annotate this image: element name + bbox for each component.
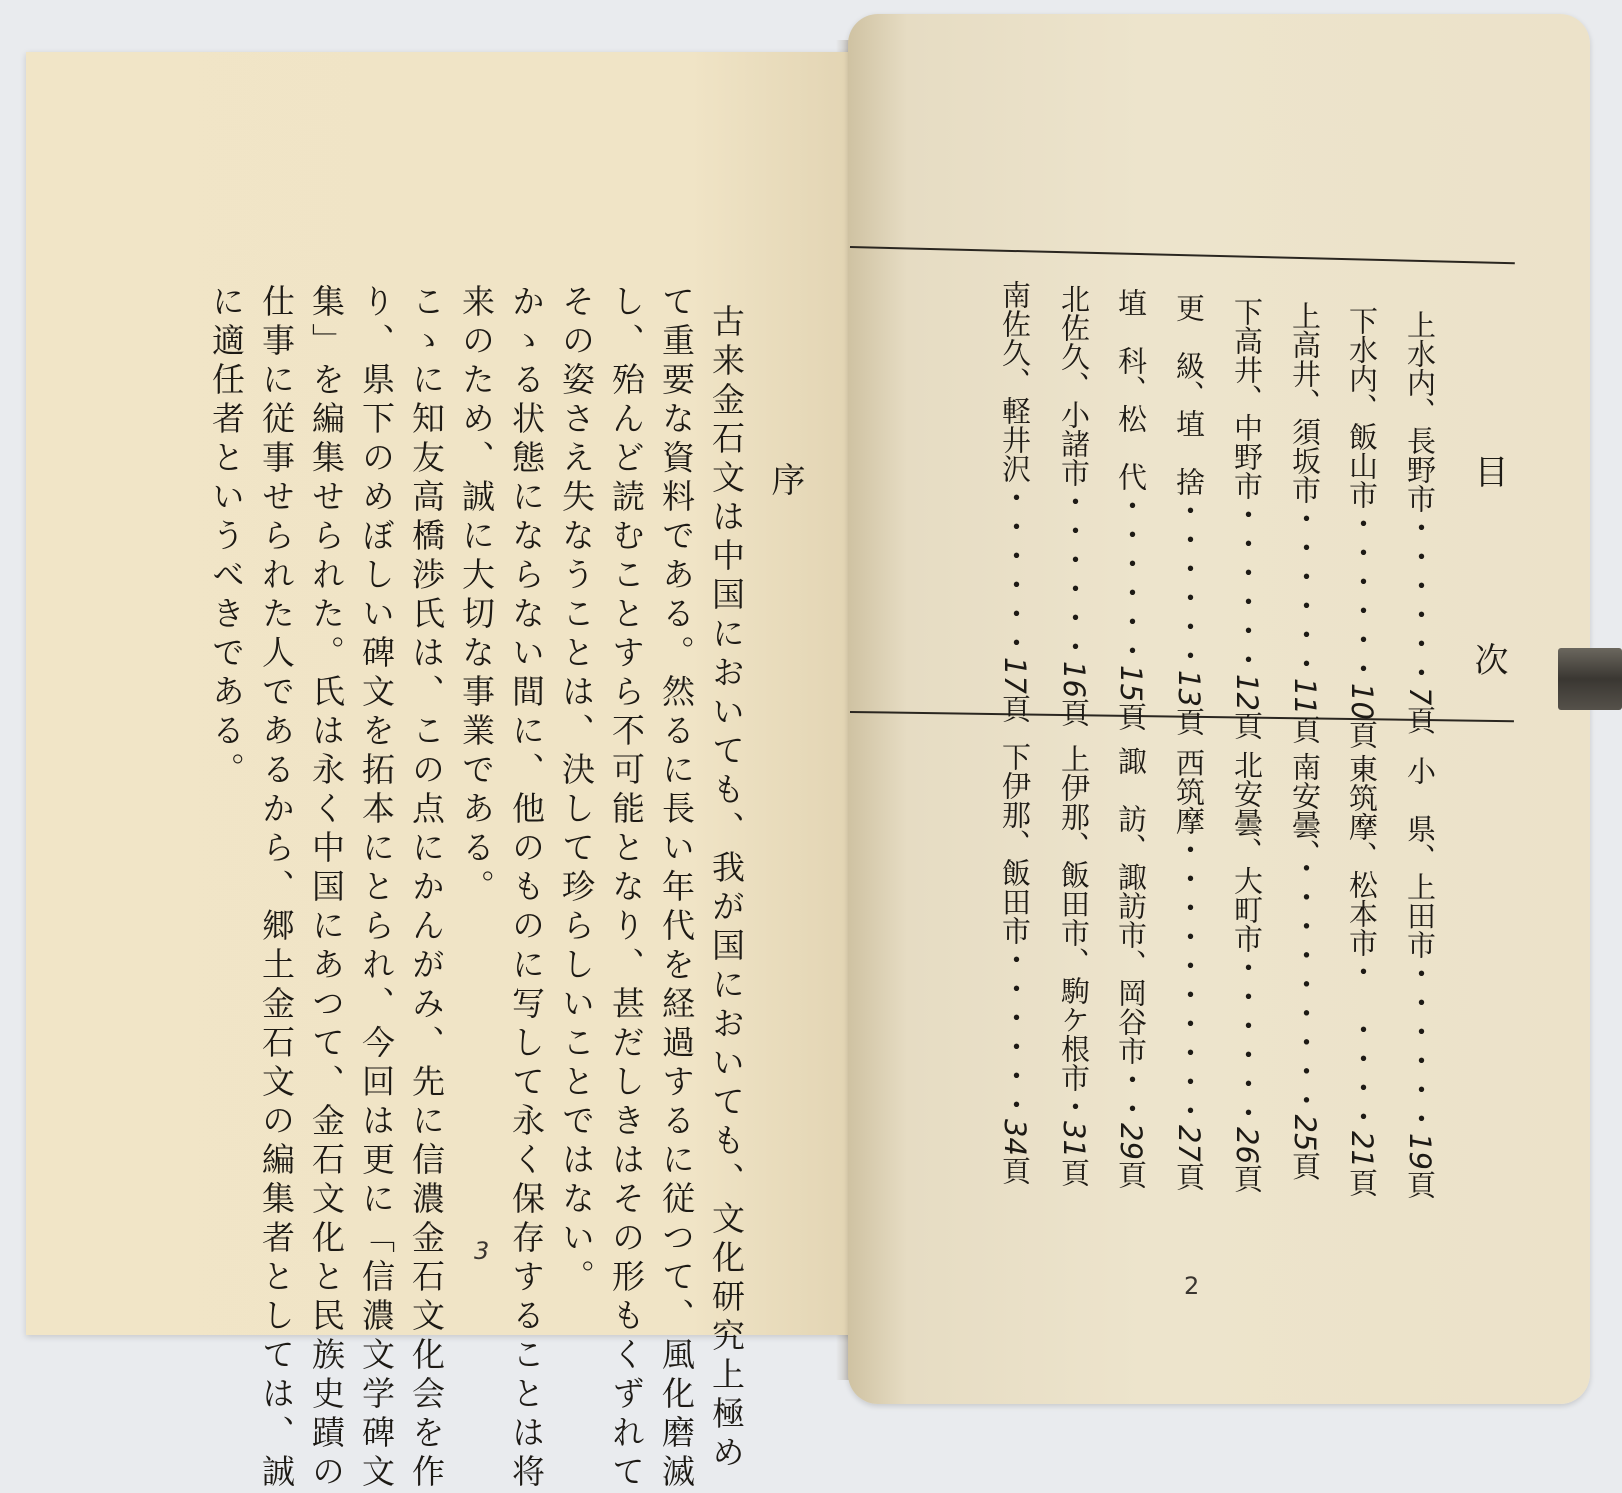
- toc-entry: [1057, 744, 1091, 1187]
- preface-column-8: り、県下のめぼしい碑文を拓本にとられ、今回は更に「信濃文学碑文: [357, 284, 396, 1493]
- toc-page: 12: [1230, 674, 1264, 711]
- preface-column-3: し、殆んど読むことすら不可能となり、甚だしきはその形もくずれて: [607, 284, 646, 1493]
- toc-label: 小 県、上田市・・・・・・: [1403, 756, 1437, 1133]
- toc-label: 西筑摩・・・・・・・・・・: [1172, 748, 1206, 1125]
- preface-column-6: 来のため、誠に大切な事業である。: [457, 284, 496, 908]
- toc-page: 31: [1057, 1121, 1091, 1158]
- toc-entry: [1403, 310, 1437, 735]
- toc-unit: 頁: [1288, 1151, 1322, 1181]
- toc-title: 目 次: [1468, 454, 1508, 736]
- toc-page: 10: [1345, 683, 1379, 720]
- toc-unit: 頁: [1172, 706, 1206, 736]
- toc-entry: [1288, 301, 1322, 744]
- preface-column-7: こゝに知友高橋渉氏は、この点にかんがみ、先に信濃金石文化会を作: [407, 284, 446, 1493]
- toc-label: 上高井、須坂市・・・・・・: [1288, 301, 1322, 678]
- toc-label: 諏 訪、諏訪市、岡谷市・・: [1114, 746, 1148, 1123]
- toc-label: 下伊那、飯田市・・・・・・: [998, 742, 1032, 1119]
- toc-page: 21: [1345, 1131, 1379, 1168]
- toc-page: 19: [1403, 1133, 1437, 1170]
- preface-column-2: て重要な資料である。然るに長い年代を経過するに従つて、風化磨滅: [657, 284, 696, 1493]
- toc-entry: [998, 280, 1032, 723]
- toc-label: 埴 科、松 代・・・・・・: [1114, 288, 1148, 665]
- toc-unit: 頁: [1114, 701, 1148, 731]
- preface-column-5: かゝる状態にならない間に、他のものに写して永く保存することは将: [507, 284, 546, 1493]
- preface-column-9: 集」を編集せられた。氏は永く中国にあつて、金石文化と民族史蹟の: [307, 284, 346, 1493]
- preface-title: 序: [765, 462, 805, 496]
- toc-label: 南佐久、軽井沢・・・・・・: [998, 280, 1032, 657]
- page-number-right: 2: [1184, 1272, 1200, 1300]
- toc-unit: 頁: [1345, 719, 1379, 749]
- toc-label: 上水内、長野市・・・・・・: [1403, 310, 1437, 687]
- preface-column-1: 古来金石文は中国においても、我が国においても、文化研究上極め: [707, 304, 746, 1474]
- toc-unit: 頁: [1403, 1169, 1437, 1199]
- toc-label: 南安曇、・・・・・・・・・: [1288, 752, 1322, 1115]
- toc-entry: [1172, 748, 1206, 1191]
- toc-page: 34: [998, 1119, 1032, 1156]
- toc-page: 16: [1057, 661, 1091, 698]
- toc-label: 北佐久、小諸市・・・・・・: [1057, 284, 1091, 661]
- toc-page: 25: [1288, 1114, 1322, 1152]
- toc-page: 13: [1172, 670, 1206, 707]
- toc-label: 更 級、埴 捨・・・・・・: [1172, 293, 1206, 670]
- toc-entry: [1403, 756, 1437, 1199]
- toc-label: 下水内、飯山市・・・・・・: [1345, 306, 1379, 683]
- toc-page: 27: [1172, 1125, 1206, 1162]
- toc-label: 東筑摩、松本市・ ・・・・: [1345, 754, 1379, 1131]
- toc-page: 15: [1114, 665, 1148, 702]
- toc-page: 26: [1230, 1127, 1264, 1164]
- toc-entry: [1345, 754, 1379, 1197]
- toc-unit: 頁: [998, 693, 1032, 723]
- toc-entry: [1288, 752, 1322, 1181]
- toc-unit: 頁: [1403, 705, 1437, 735]
- left-page: [26, 52, 856, 1493]
- toc-entry: [1114, 288, 1148, 731]
- toc-unit: 頁: [998, 1155, 1032, 1185]
- toc-page: 11: [1288, 678, 1322, 715]
- preface-column-4: その姿さえ失なうことは、決して珍らしいことではない。: [557, 284, 596, 1298]
- toc-page: 29: [1114, 1123, 1148, 1160]
- toc-unit: 頁: [1172, 1161, 1206, 1191]
- toc-label: 上伊那、飯田市、駒ケ根市・: [1057, 744, 1091, 1121]
- toc-page: 17: [998, 657, 1032, 694]
- toc-unit: 頁: [1057, 697, 1091, 727]
- preface-column-10: 仕事に従事せられた人であるから、郷土金石文の編集者としては、誠: [257, 284, 296, 1493]
- preface-column-11: に適任者というべきである。: [207, 284, 246, 791]
- toc-rule-top: [850, 246, 1515, 264]
- toc-entry: [1230, 297, 1264, 740]
- toc-entry: [1057, 284, 1091, 727]
- toc-unit: 頁: [1230, 1163, 1264, 1193]
- toc-unit: 頁: [1288, 714, 1322, 744]
- toc-unit: 頁: [1230, 710, 1264, 740]
- binder-clip: [1558, 648, 1622, 710]
- page-number-left: 3: [474, 1237, 490, 1265]
- toc-page: 7: [1403, 687, 1437, 706]
- toc-entry: [1172, 293, 1206, 736]
- toc-label: 下高井、中野市・・・・・・: [1230, 297, 1264, 674]
- right-page: [848, 14, 1590, 1404]
- toc-label: 北安曇、大町市・・・・・・: [1230, 750, 1264, 1127]
- toc-unit: 頁: [1345, 1167, 1379, 1197]
- toc-entry: [1345, 306, 1379, 749]
- toc-entry: [1230, 750, 1264, 1193]
- toc-unit: 頁: [1114, 1159, 1148, 1189]
- toc-entry: [998, 742, 1032, 1185]
- toc-entry: [1114, 746, 1148, 1189]
- toc-unit: 頁: [1057, 1157, 1091, 1187]
